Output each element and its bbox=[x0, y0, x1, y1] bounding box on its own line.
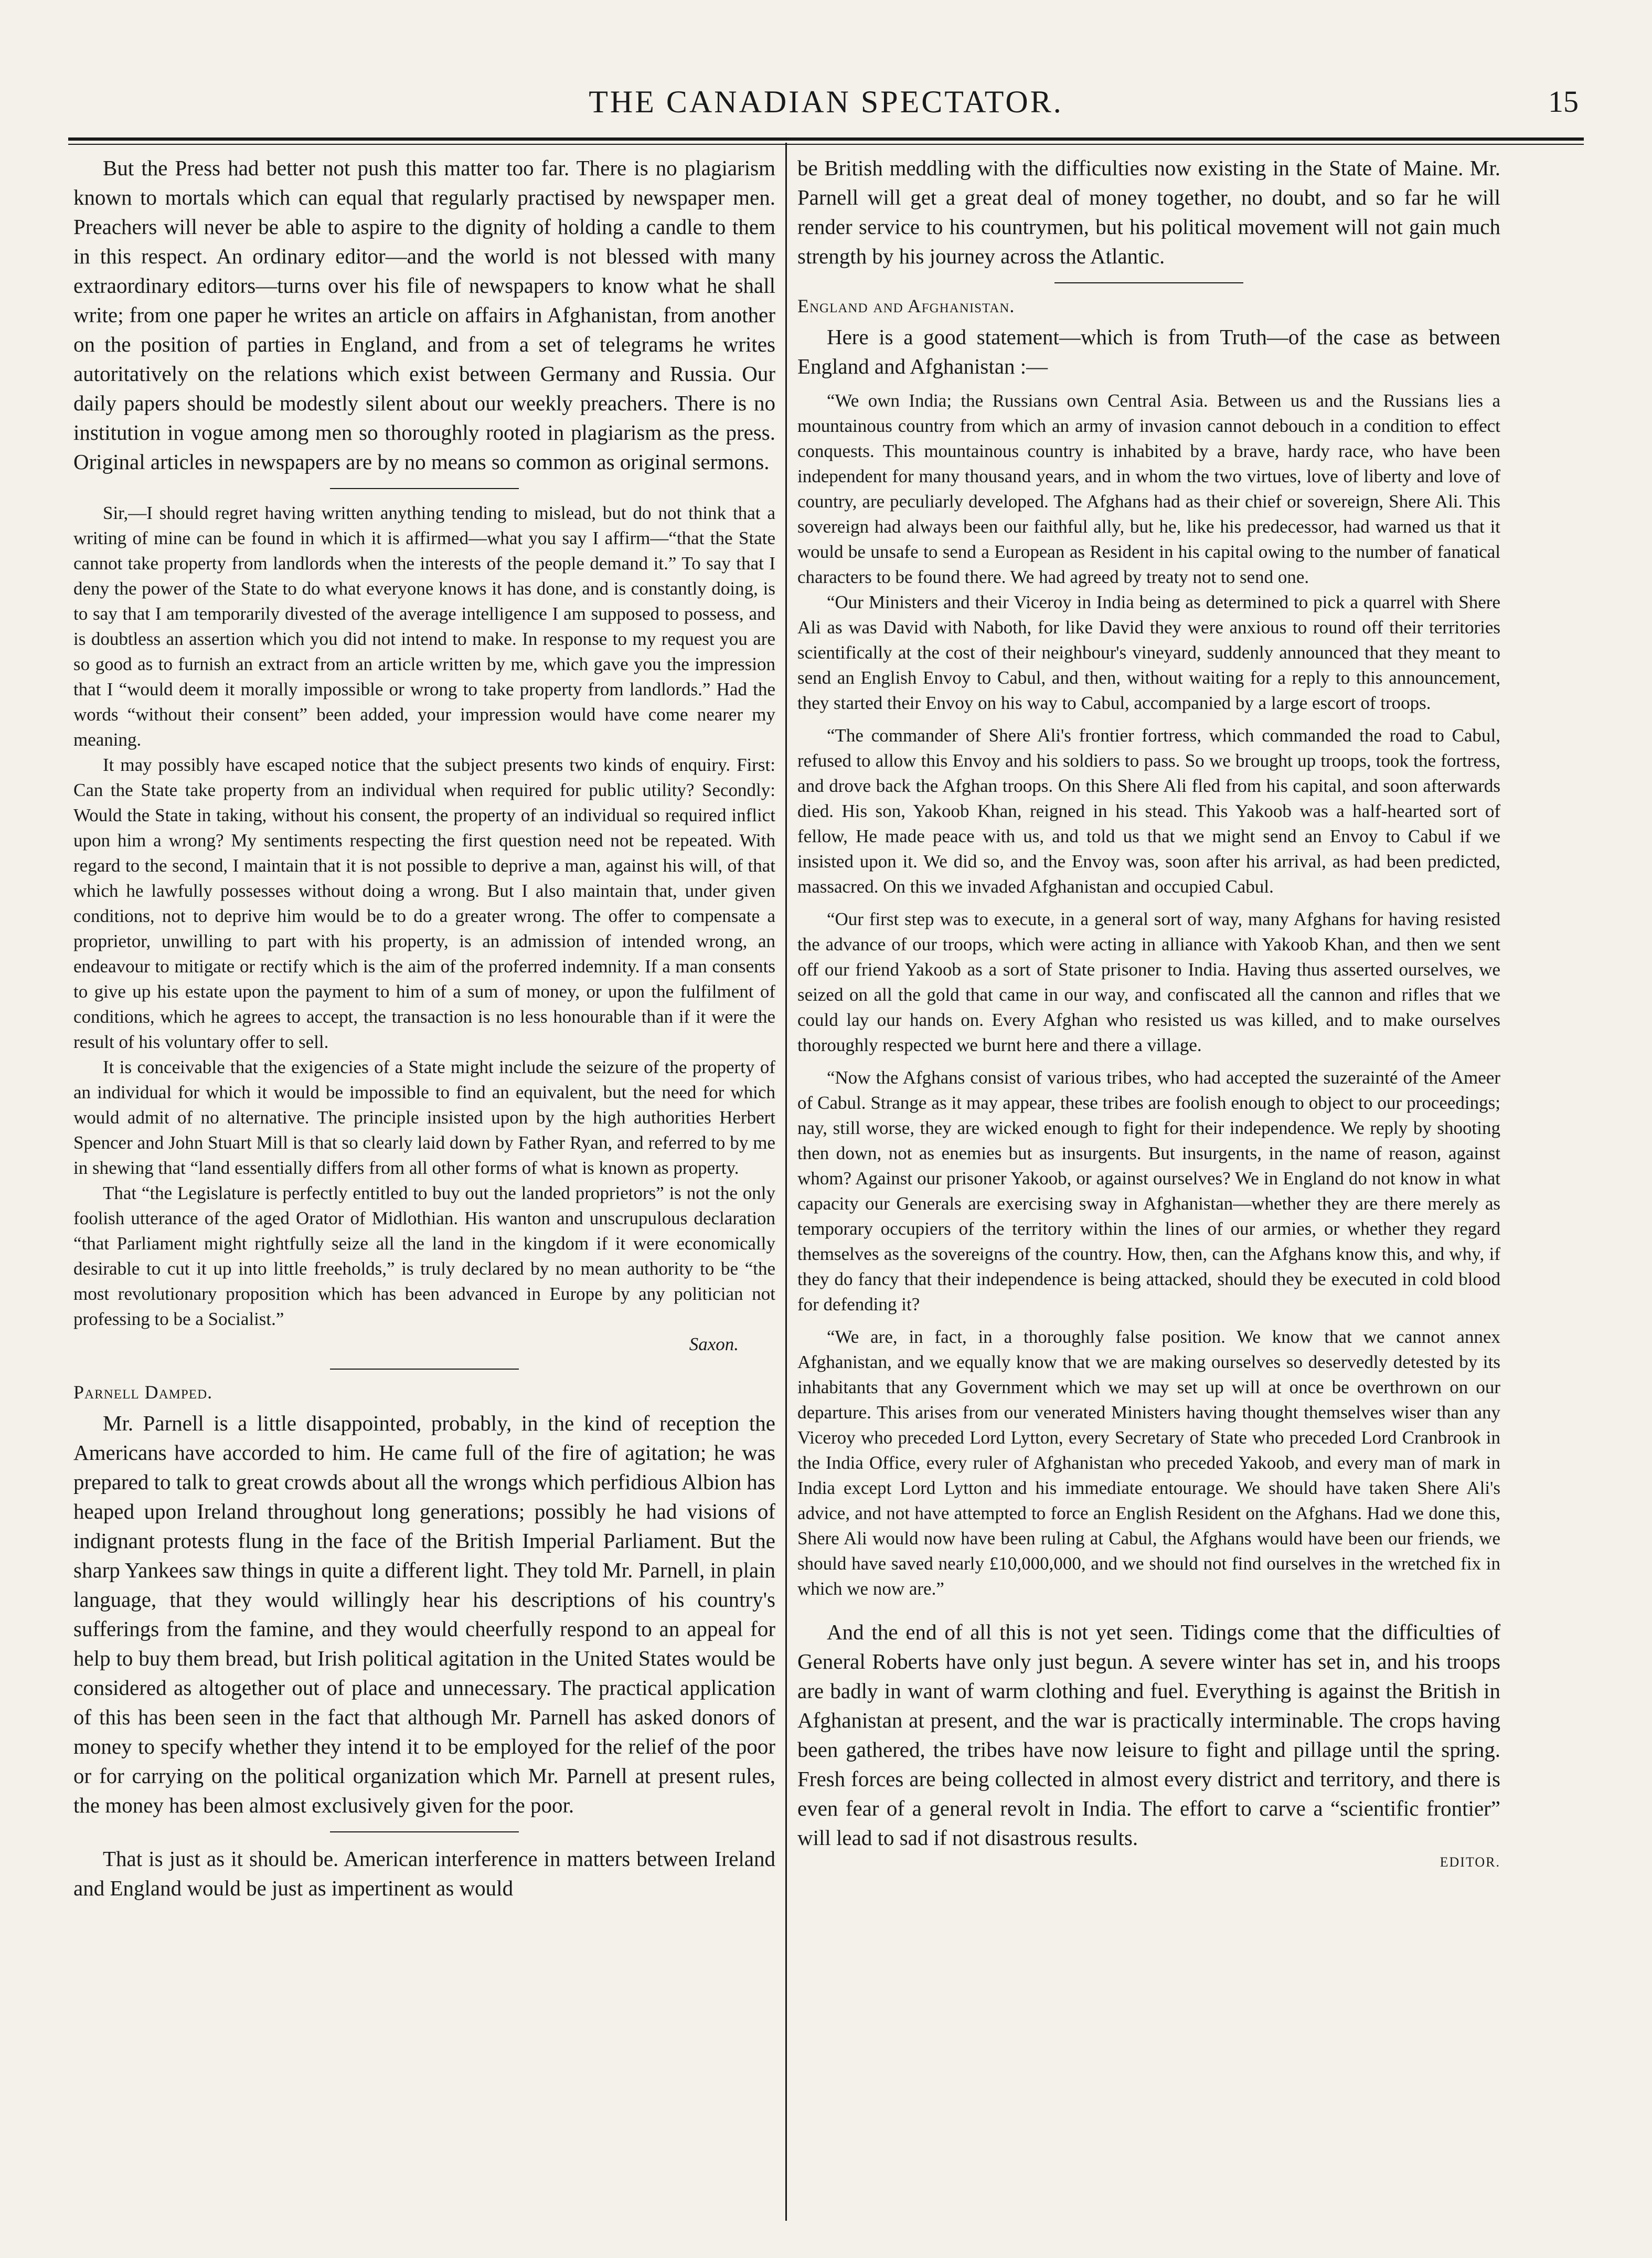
letter-paragraph: It may possibly have escaped notice that the subject presents two kinds of enquiry. First: Can the State take property from an individual when required for public utility? Secondly: Would the State in taking, without his consent, the property of an individual so required inflict upon him a wrong? My sentiments respecting the first question need not be repeated. With regard to the second, I maintain that it is not possible to deprive a man, against his will, of that which he lawfully possesses without doing a wrong. But I also maintain that, under given conditions, not to deprive him would be to do a greater wrong. The offer to compensate a proprietor, unwilling to part with his property, is an admission of intended wrong, an endeavour to mitigate or rectify which is the aim of the proferred indemnity. If a man consents to give up his estate upon the payment to him of a sum of money, or upon the fulfilment of conditions, which he agrees to accept, the transaction is no less honourable than if it were the result of his voluntary offer to sell. bbox=[73, 755, 775, 1052]
press-paragraph: But the Press had better not push this matter too far. There is no plagiarism known to mortals which can equal that regularly practised by newspaper men. Preachers will never be able to aspire to the dignity of holding a candle to them in this respect. An ordinary editor—and the world is not blessed with many extraordinary editors—turns over his file of newspapers to know what he shall write; from one paper he writes an article on affairs in Afghanistan, from another on the position of parties in England, and from a set of telegrams he writes autoritatively on the relations which exist between Germany and Russia. Our daily papers should be modestly silent about our weekly preachers. There is no institution in vogue among men so thoroughly rooted in plagiarism as the press. Original articles in newspapers are by no means so common as original sermons. bbox=[73, 156, 775, 474]
afghan-intro: Here is a good statement—which is from Truth—of the case as between England and Afghanistan :— bbox=[797, 325, 1500, 378]
masthead bbox=[73, 84, 1579, 136]
quoted-paragraph: “Our Ministers and their Viceroy in India being as determined to pick a quarrel with Shere Ali as was David with Naboth, for like David they were anxious to round off their territories scientifically at the cost of their neighbour's vineyard, suddenly announced that they meant to send an English Envoy to Cabul, and then, without waiting for a reply to this announcement, they started their Envoy on his way to Cabul, accompanied by a large escort of troops. bbox=[797, 592, 1500, 713]
section-separator bbox=[1054, 282, 1243, 283]
quoted-paragraph: “We own India; the Russians own Central Asia. Between us and the Russians lies a mountainous country from which an army of invasion cannot debouch in a condition to effect conquests. This mountainous country is inhabited by a brave, hardy race, who have been independent for many thousand years, and in whom the two virtues, love of liberty and love of country, are peculiarly developed. The Afghans had as their chief or sovereign, Shere Ali. This sovereign had always been our faithful ally, but he, like his predecessor, had warned us that it would be unsafe to send a European as Resident in his capital owing to the number of fanatical characters to be found there. We had agreed by treaty not to send one. bbox=[797, 390, 1500, 587]
section-separator bbox=[330, 488, 519, 489]
closing-paragraph: And the end of all this is not yet seen. Tidings come that the difficulties of General Roberts have only just begun. A severe winter has set in, and his troops are badly in want of warm clothing and fuel. Everything is against the British in Afghanistan at present, and the war is practically interminable. The crops having been gathered, the tribes have now leisure to fight and pillage until the spring. Fresh forces are being collected in almost every district and territory, and there is even fear of a general revolt in India. The effort to carve a “scientific frontier” will lead to sad if not disastrous results. bbox=[797, 1620, 1500, 1850]
parnell-paragraph: That is just as it should be. American interference in matters between Ireland and England would be just as impertinent as would bbox=[73, 1847, 775, 1900]
section-separator bbox=[330, 1831, 519, 1832]
quoted-paragraph: “The commander of Shere Ali's frontier fortress, which commanded the road to Cabul, refused to allow this Envoy and his soldiers to pass. So we brought up troops, took the fortress, and drove back the Afghan troops. On this Shere Ali fled from his capital, and soon afterwards died. His son, Yakoob Khan, reigned in his stead. This Yakoob was a half-hearted sort of fellow, He made peace with us, and told us that we might send an Envoy to Cabul if we insisted upon it. We did so, and the Envoy was, soon after his arrival, as had been predicted, massacred. On this we invaded Afghanistan and occupied Cabul. bbox=[797, 725, 1500, 897]
quoted-paragraph: “Our first step was to execute, in a general sort of way, many Afghans for having resisted the advance of our troops, which were acting in alliance with Yakoob Khan, and then we sent off our friend Yakoob as a sort of State prisoner to India. Having thus asserted ourselves, we seized on all the gold that came in our way, and confiscated all the cannon and rifles that we could lay our hands on. Every Afghan who resisted us was killed, and to make ourselves thoroughly respected we burnt here and there a village. bbox=[797, 909, 1500, 1055]
letter-signature-row bbox=[73, 1332, 775, 1357]
right-column bbox=[797, 153, 1500, 1870]
section-heading: England and Afghanistan. bbox=[797, 295, 1015, 316]
editor-signature: EDITOR. bbox=[1440, 1854, 1500, 1870]
header-rule-thin bbox=[68, 144, 1584, 145]
left-column bbox=[73, 153, 775, 1903]
quoted-paragraph: “Now the Afghans consist of various tribes, who had accepted the suzerainté of the Ameer of Cabul. Strange as it may appear, these tribes are foolish enough to object to our proceedings; nay, still worse, they are wicked enough to fight for their independence. We reply by shooting then down, not as enemies but as insurgents. But insurgents, in the name of reason, against whom? Against our prisoner Yakoob, or against ourselves? We in England do not know in what capacity our Generals are exercising sway in Afghanistan—whether they are there merely as temporary occupiers of the territory within the lines of our armies, or whether they regard themselves as the sovereigns of the country. How, then, can the Afghans know this, and why, if they do fancy that their independence is being attacked, should they be executed in cold blood for defending it? bbox=[797, 1067, 1500, 1314]
section-heading: Parnell Damped. bbox=[73, 1382, 213, 1403]
column-divider bbox=[785, 143, 787, 2221]
letter-signature: Saxon. bbox=[689, 1334, 739, 1354]
letter-paragraph: Sir,—I should regret having written anything tending to mislead, but do not think that a writing of mine can be found in which it is affirmed—what you say I affirm—“that the State cannot take property from landlords when the interests of the people demand it.” To say that I deny the power of the State to do what everyone knows it has done, and is constantly doing, is to say that I am temporarily divested of the average intelligence I am supposed to possess, and is doubtless an assertion which you did not intend to make. In response to my request you are so good as to furnish an extract from an article written by me, which gave you the impression that I “would deem it morally impossible or wrong to take property from landlords.” Had the words “without their consent” been added, your impression would have come nearer my meaning. bbox=[73, 503, 775, 750]
page-number: 15 bbox=[1548, 84, 1579, 119]
section-separator bbox=[330, 1369, 519, 1370]
parnell-continuation: be British meddling with the difficulties now existing in the State of Maine. Mr. Parnell will get a great deal of money together, no doubt, and so far he will render service to his countrymen, but his political movement will not gain much strength by his journey across the Atlantic. bbox=[797, 156, 1500, 268]
header-rule-thick bbox=[68, 137, 1584, 141]
letter-paragraph: It is conceivable that the exigencies of a State might include the seizure of the property of an individual for which it would be impossible to find an equivalent, but the need for which would admit of no alternative. The principle insisted upon by the high authorities Herbert Spencer and John Stuart Mill is that so clearly laid down by Father Ryan, and referred to by me in shewing that “land essentially differs from all other forms of what is known as property. bbox=[73, 1057, 775, 1178]
quoted-paragraph: “We are, in fact, in a thoroughly false position. We know that we cannot annex Afghanistan, and we equally know that we are making ourselves so deservedly detested by its inhabitants that any Government which we may set up will at once be overthrown on our departure. This arises from our venerated Ministers having thought themselves wiser than any Viceroy who preceded Lord Lytton, every Secretary of State who preceded Lord Cranbrook in the India Office, every ruler of Afghanistan who preceded Yakoob, and every man of mark in India except Lord Lytton and his immediate entourage. We should have taken Shere Ali's advice, and not have attempted to force an English Resident on the Afghans. Had we done this, Shere Ali would now have been ruling at Cabul, the Afghans would have been our friends, we should have saved nearly £10,000,000, and we should not find ourselves in the wretched fix in which we now are.” bbox=[797, 1327, 1500, 1599]
parnell-paragraph: Mr. Parnell is a little disappointed, probably, in the kind of reception the Americans have accorded to him. He came full of the fire of agitation; he was prepared to talk to great crowds about all the wrongs which perfidious Albion has heaped upon Ireland throughout long generations; possibly he had visions of indignant protests flung in the face of the British Imperial Parliament. But the sharp Yankees saw things in quite a different light. They told Mr. Parnell, in plain language, that they would willingly hear his descriptions of his country's sufferings from the famine, and they would cheerfully respond to an appeal for help to buy them bread, but Irish political agitation in the United States would be considered as altogether out of place and unnecessary. The practical application of this has been seen in the fact that although Mr. Parnell has asked donors of money to specify whether they intend it to be employed for the relief of the poor or for carrying on the political organization which Mr. Parnell at present rules, the money has been almost exclusively given for the poor. bbox=[73, 1411, 775, 1817]
publication-title: THE CANADIAN SPECTATOR. bbox=[589, 84, 1063, 119]
letter-paragraph: That “the Legislature is perfectly entitled to buy out the landed proprietors” is not the only foolish utterance of the aged Orator of Midlothian. His wanton and unscrupulous declaration “that Parliament might rightfully seize all the land in the kingdom if it were economically desirable to cut it up into little freeholds,” is truly declared by no mean authority to be “the most revolutionary proposition which has been advanced in Europe by any politician not professing to be a Socialist.” bbox=[73, 1183, 775, 1329]
